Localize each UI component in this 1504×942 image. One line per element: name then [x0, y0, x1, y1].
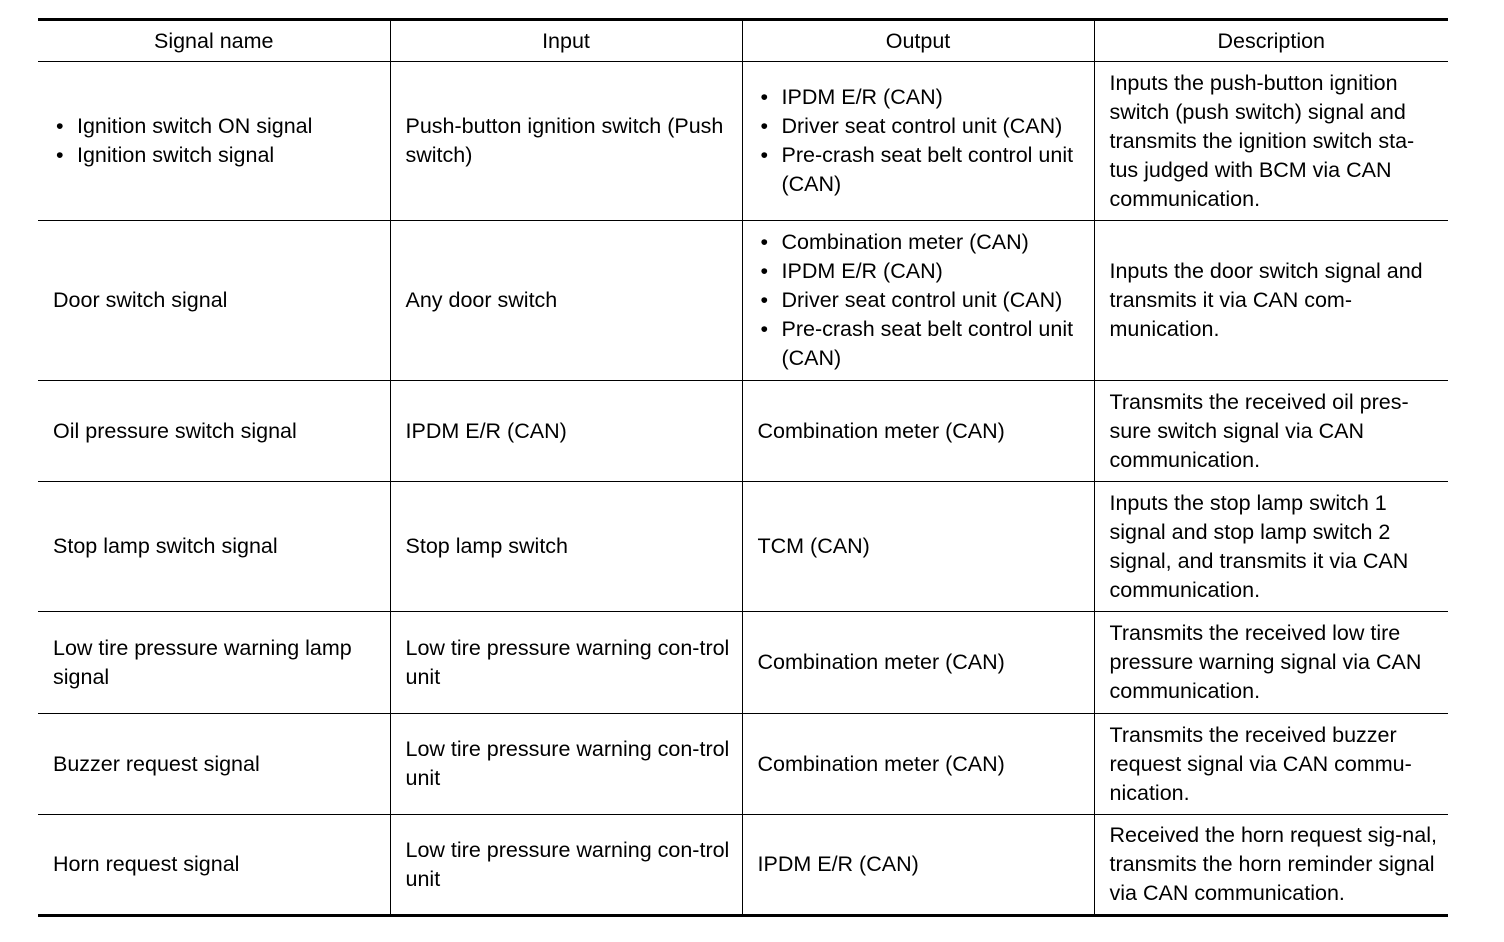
input-cell: Low tire pressure warning con-trol unit — [390, 612, 742, 714]
signal-list — [53, 112, 382, 170]
signal-cell: Buzzer request signal — [53, 751, 260, 776]
signal-table — [38, 18, 1448, 917]
signal-cell: Door switch signal — [53, 288, 228, 312]
output-item: • Combination meter (CAN) — [758, 228, 1086, 257]
signal-cell: Horn request signal — [53, 852, 240, 876]
table-row — [38, 815, 1448, 916]
output-item: • IPDM E/R (CAN) — [758, 257, 1086, 286]
signal-item: • Ignition switch ON signal — [53, 112, 382, 141]
output-cell: Combination meter (CAN) — [742, 714, 1094, 815]
signal-cell: Low tire pressure warning lamp signal — [53, 635, 352, 689]
output-item: • Pre-crash seat belt control unit (CAN) — [758, 141, 1086, 199]
table-row — [38, 381, 1448, 482]
output-list — [758, 228, 1086, 373]
output-item: • Driver seat control unit (CAN) — [758, 286, 1086, 315]
header-signal-name: Signal name — [38, 20, 390, 62]
table-row — [38, 221, 1448, 381]
output-cell: Combination meter (CAN) — [742, 612, 1094, 714]
table-row — [38, 714, 1448, 815]
table-row — [38, 62, 1448, 221]
output-item: • Driver seat control unit (CAN) — [758, 112, 1086, 141]
output-cell — [742, 62, 1094, 221]
output-cell: Combination meter (CAN) — [742, 381, 1094, 482]
signal-item: • Ignition switch signal — [53, 141, 382, 170]
input-cell: Any door switch — [390, 221, 742, 381]
output-cell — [742, 221, 1094, 381]
input-cell: Stop lamp switch — [390, 482, 742, 612]
input-cell: IPDM E/R (CAN) — [390, 381, 742, 482]
signal-cell: Stop lamp switch signal — [53, 534, 278, 558]
input-cell: Low tire pressure warning con-trol unit — [390, 815, 742, 916]
input-cell: Push-button ignition switch (Push switch) — [390, 62, 742, 221]
output-cell: TCM (CAN) — [742, 482, 1094, 612]
header-input: Input — [390, 20, 742, 62]
description-cell: Transmits the received low tire pressure warning signal via CAN communication. — [1094, 612, 1448, 714]
table-row — [38, 482, 1448, 612]
description-cell: Inputs the push-button ignition switch (push switch) signal and transmits the ignition switch sta-tus judged with BCM via CAN communication. — [1094, 62, 1448, 221]
output-item: • IPDM E/R (CAN) — [758, 83, 1086, 112]
description-cell: Transmits the received oil pres-sure switch signal via CAN communication. — [1094, 381, 1448, 482]
output-cell: IPDM E/R (CAN) — [742, 815, 1094, 916]
header-description: Description — [1094, 20, 1448, 62]
header-output: Output — [742, 20, 1094, 62]
output-list — [758, 83, 1086, 199]
input-cell: Low tire pressure warning con-trol unit — [390, 714, 742, 815]
header-row — [38, 20, 1448, 62]
description-cell: Received the horn request sig-nal, transmits the horn reminder signal via CAN communication. — [1094, 815, 1448, 916]
table-row — [38, 612, 1448, 714]
signal-cell — [38, 62, 390, 221]
description-cell: Inputs the door switch signal and transmits it via CAN com-munication. — [1094, 221, 1448, 381]
description-cell: Transmits the received buzzer request signal via CAN commu-nication. — [1094, 714, 1448, 815]
output-item: • Pre-crash seat belt control unit (CAN) — [758, 315, 1086, 373]
description-cell: Inputs the stop lamp switch 1 signal and stop lamp switch 2 signal, and transmits it via CAN communication. — [1094, 482, 1448, 612]
signal-cell: Oil pressure switch signal — [53, 418, 297, 443]
